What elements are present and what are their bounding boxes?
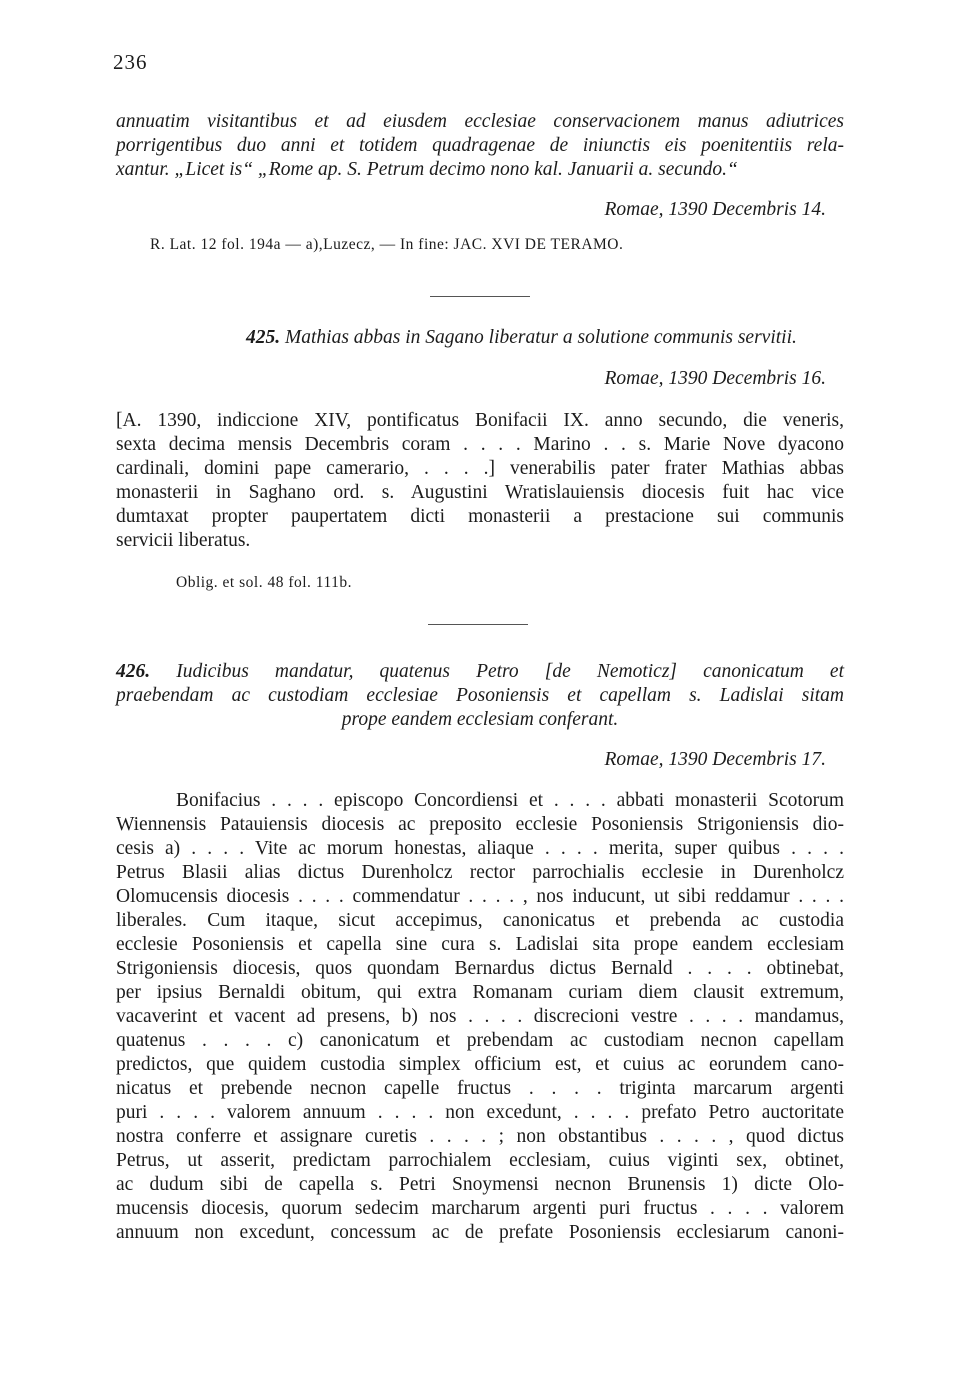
body-line: nostra conferre et assignare curetis . . . . ; non obstantibus . . . . , quod dictus	[116, 1126, 844, 1147]
body-line: Olomucensis diocesis . . . . commendatur . . . . , nos inducunt, ut sibi reddamur . . . .	[116, 886, 844, 907]
body-line: cesis a) . . . . Vite ac morum honestas, aliaque . . . . merita, super quibus . . . .	[116, 838, 844, 859]
section-divider	[428, 624, 528, 625]
body-line: ecclesie Posoniensis et capella sine cura s. Ladislai sita prope eandem ecclesiam	[116, 934, 844, 955]
body-line: quatenus . . . . c) canonicatum et prebendam ac custodiam necnon capellam	[116, 1030, 844, 1051]
body-line: per ipsius Bernaldi obitum, qui extra Romanam curiam diem clausit extremum,	[116, 982, 844, 1003]
date-line: Romae, 1390 Decembris 14.	[604, 199, 826, 220]
date-line: Romae, 1390 Decembris 16.	[604, 368, 826, 389]
body-line: Wiennensis Patauiensis diocesis ac preposito ecclesie Posoniensis Strigoniensis dio-	[116, 814, 844, 835]
body-line: monasterii in Saghano ord. s. Augustini Wratislauiensis diocesis fuit hac vice	[116, 482, 844, 503]
body-line: nicatus et prebende necnon capelle fructus . . . . triginta marcarum argenti	[116, 1078, 844, 1099]
body-line: servicii liberatus.	[116, 530, 251, 551]
body-line: [A. 1390, indiccione XIV, pontificatus Bonifacii IX. anno secundo, die veneris,	[116, 410, 844, 431]
body-line: annuum non excedunt, concessum ac de prefate Posoniensis ecclesiarum canoni-	[116, 1222, 844, 1243]
section-divider	[430, 296, 530, 297]
body-line: cardinali, domini pape camerario, . . . .] venerabilis pater frater Mathias abbas	[116, 458, 844, 479]
body-line: puri . . . . valorem annuum . . . . non excedunt, . . . . prefato Petro auctoritate	[116, 1102, 844, 1123]
body-line: ac dudum sibi de capella s. Petri Snoymensi necnon Brunensis 1) dicte Olo-	[116, 1174, 844, 1195]
body-line: sexta decima mensis Decembris coram . . . . Marino . . s. Marie Nove dyacono	[116, 434, 844, 455]
body-line: Petrus, ut asserit, predictam parrochialem ecclesiam, cuius viginti sex, obtinet,	[116, 1150, 844, 1171]
date-line: Romae, 1390 Decembris 17.	[604, 749, 826, 770]
archive-note: Oblig. et sol. 48 fol. 111b.	[176, 574, 353, 591]
body-line: vacaverint et vacent ad presens, b) nos . . . . discrecioni vestre . . . . mandamus,	[116, 1006, 844, 1027]
body-line: Strigoniensis diocesis, quos quondam Bernardus dictus Bernald . . . . obtinebat,	[116, 958, 844, 979]
document-title: Mathias abbas in Sagano liberatur a solutione communis servitii.	[285, 327, 797, 348]
document-number: 426.	[116, 661, 151, 682]
intro-line: porrigentibus duo anni et totidem quadragenae de iniunctis eis poenitentiis rela-	[116, 135, 844, 156]
document-title: prope eandem ecclesiam conferant.	[341, 709, 619, 730]
document-title: Iudicibus mandatur, quatenus Petro [de Nemoticz] canonicatum et	[176, 661, 845, 682]
body-line: Petrus Blasii alias dictus Durenholcz rector parrochialis ecclesie in Durenholcz	[116, 862, 844, 883]
body-line: liberales. Cum itaque, sicut accepimus, canonicatus et prebenda ac custodia	[116, 910, 844, 931]
body-line: dumtaxat propter paupertatem dicti monasterii a prestacione sui communis	[116, 506, 844, 527]
intro-line: xantur. „Licet is“ „Rome ap. S. Petrum decimo nono kal. Januarii a. secundo.“	[116, 159, 738, 180]
document-heading	[116, 660, 844, 684]
body-line: mucensis diocesis, quorum sedecim marcharum argenti puri fructus . . . . valorem	[116, 1198, 844, 1219]
document-heading	[246, 326, 846, 350]
page-number: 236	[113, 50, 148, 74]
body-line: Bonifacius . . . . episcopo Concordiensi et . . . . abbati monasterii Scotorum	[176, 790, 844, 811]
body-line: predictos, que quidem custodia simplex officium est, et cuius ac eorundem cano-	[116, 1054, 844, 1075]
intro-line: annuatim visitantibus et ad eiusdem ecclesiae conservacionem manus adiutrices	[116, 111, 844, 132]
document-title: praebendam ac custodiam ecclesiae Posoniensis et capellam s. Ladislai sitam	[116, 685, 844, 706]
document-number: 425.	[246, 327, 281, 348]
archive-note: R. Lat. 12 fol. 194a — a),Luzecz, — In fine: JAC. XVI DE TERAMO.	[150, 236, 624, 253]
